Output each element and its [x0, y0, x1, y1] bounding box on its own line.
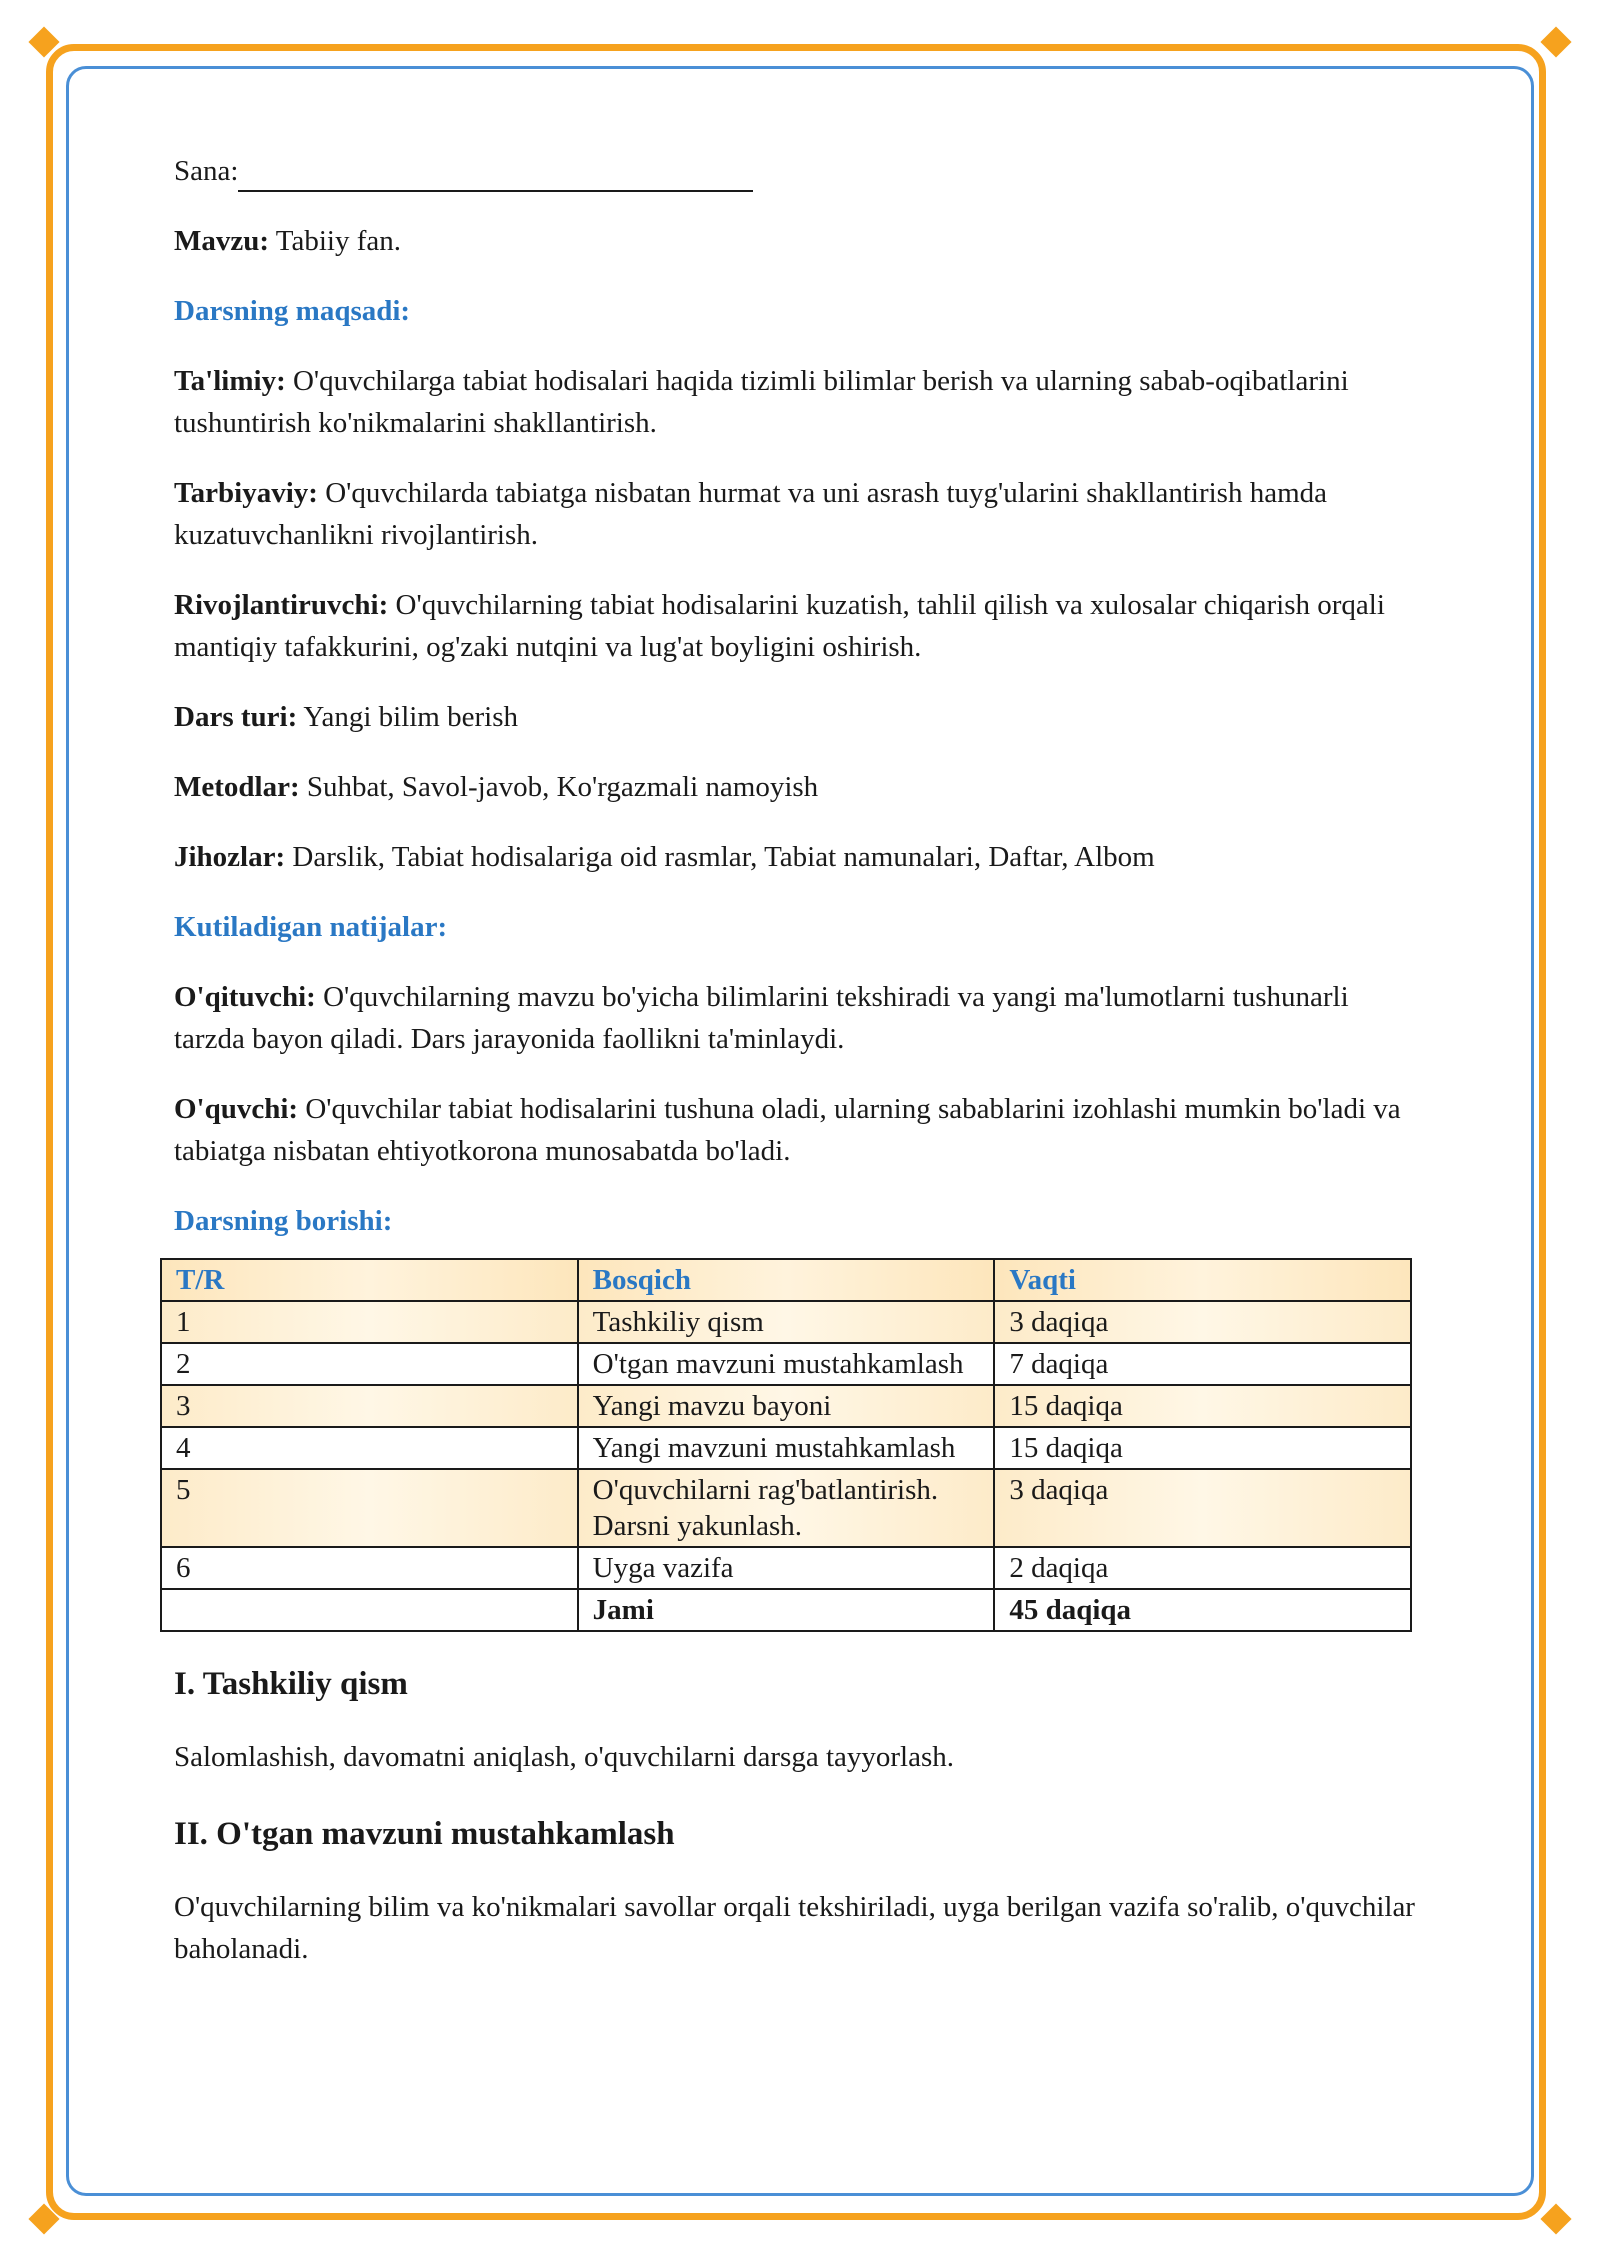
methods-label: Metodlar:: [174, 771, 300, 803]
total-time: 45 daqiqa: [994, 1589, 1411, 1631]
row-number: 4: [161, 1427, 578, 1469]
table-row: [161, 1385, 1411, 1427]
section-review-text: O'quvchilarning bilim va ko'nikmalari savollar orqali tekshiriladi, uyga berilgan vazifa so'ralib, o'quvchilar baholanadi.: [174, 1891, 1415, 1965]
goal-developmental-label: Rivojlantiruvchi:: [174, 589, 389, 621]
column-header-stage: Bosqich: [578, 1259, 995, 1301]
row-stage: Tashkiliy qism: [578, 1301, 995, 1343]
row-stage: O'tgan mavzuni mustahkamlash: [578, 1343, 995, 1385]
corner-diamond-bottom-right: [1540, 2203, 1571, 2234]
lesson-type-text: Yangi bilim berish: [303, 701, 518, 733]
lesson-stages-table: [160, 1258, 1412, 1632]
section-organization-heading: I. Tashkiliy qism: [174, 1666, 408, 1702]
outcome-student: [174, 1088, 1424, 1172]
row-time: 3 daqiqa: [994, 1469, 1411, 1547]
total-label: Jami: [578, 1589, 995, 1631]
row-time: 15 daqiqa: [994, 1385, 1411, 1427]
table-row: [161, 1469, 1411, 1547]
goal-developmental-text: O'quvchilarning tabiat hodisalarini kuzatish, tahlil qilish va xulosalar chiqarish orqali mantiqiy tafakkurini, og'zaki nutqini va lug'at boyligini oshirish.: [174, 589, 1385, 663]
topic-text: Tabiiy fan.: [275, 225, 401, 257]
methods-line: [174, 766, 1424, 808]
row-number: 2: [161, 1343, 578, 1385]
goal-educational-text: O'quvchilarga tabiat hodisalari haqida tizimli bilimlar berish va ularning sabab-oqibatlarini tushuntirish ko'nikmalarini shakllantirish.: [174, 365, 1349, 439]
goal-upbringing: [174, 472, 1424, 556]
corner-diamond-top-right: [1540, 26, 1571, 57]
section-organization-text: Salomlashish, davomatni aniqlash, o'quvchilarni darsga tayyorlash.: [174, 1741, 955, 1773]
equipment-line: [174, 836, 1424, 878]
column-header-time: Vaqti: [994, 1259, 1411, 1301]
row-number: 6: [161, 1547, 578, 1589]
date-line: [174, 150, 1424, 192]
row-number: 5: [161, 1469, 578, 1547]
row-stage: Uyga vazifa: [578, 1547, 995, 1589]
topic-line: [174, 220, 1424, 262]
total-number: [161, 1589, 578, 1631]
procedure-heading: Darsning borishi:: [174, 1205, 393, 1237]
outcome-teacher-label: O'qituvchi:: [174, 981, 316, 1013]
topic-label: Mavzu:: [174, 225, 270, 257]
row-time: 15 daqiqa: [994, 1427, 1411, 1469]
row-time: 7 daqiqa: [994, 1343, 1411, 1385]
row-number: 3: [161, 1385, 578, 1427]
date-label: Sana:: [174, 155, 239, 187]
outcome-student-text: O'quvchilar tabiat hodisalarini tushuna oladi, ularning sabablarini izohlashi mumkin bo'ladi va tabiatga nisbatan ehtiyotkorona munosabatda bo'ladi.: [174, 1093, 1401, 1167]
row-stage: Yangi mavzuni mustahkamlash: [578, 1427, 995, 1469]
table-header-row: [161, 1259, 1411, 1301]
goals-heading: Darsning maqsadi:: [174, 295, 411, 327]
lesson-type-line: [174, 696, 1424, 738]
goal-upbringing-label: Tarbiyaviy:: [174, 477, 318, 509]
table-row: [161, 1427, 1411, 1469]
methods-text: Suhbat, Savol-javob, Ko'rgazmali namoyish: [306, 771, 819, 803]
row-stage: O'quvchilarni rag'batlantirish. Darsni yakunlash.: [578, 1469, 995, 1547]
goal-upbringing-text: O'quvchilarda tabiatga nisbatan hurmat va uni asrash tuyg'ularini shakllantirish hamda kuzatuvchanlikni rivojlantirish.: [174, 477, 1328, 551]
table-row: [161, 1343, 1411, 1385]
goal-educational-label: Ta'limiy:: [174, 365, 286, 397]
column-header-number: T/R: [161, 1259, 578, 1301]
table-row: [161, 1301, 1411, 1343]
date-blank-line: [238, 158, 753, 192]
outcome-student-label: O'quvchi:: [174, 1093, 299, 1125]
row-time: 3 daqiqa: [994, 1301, 1411, 1343]
lesson-plan: [174, 150, 1424, 1998]
row-time: 2 daqiqa: [994, 1547, 1411, 1589]
goal-educational: [174, 360, 1424, 444]
equipment-label: Jihozlar:: [174, 841, 286, 873]
section-review-heading: II. O'tgan mavzuni mustahkamlash: [174, 1816, 675, 1852]
lesson-type-label: Dars turi:: [174, 701, 298, 733]
row-number: 1: [161, 1301, 578, 1343]
outcomes-heading: Kutiladigan natijalar:: [174, 911, 448, 943]
goal-developmental: [174, 584, 1424, 668]
row-stage: Yangi mavzu bayoni: [578, 1385, 995, 1427]
outcome-teacher: [174, 976, 1424, 1060]
equipment-text: Darslik, Tabiat hodisalariga oid rasmlar, Tabiat namunalari, Daftar, Albom: [292, 841, 1155, 873]
outcome-teacher-text: O'quvchilarning mavzu bo'yicha bilimlarini tekshiradi va yangi ma'lumotlarni tushunarli tarzda bayon qiladi. Dars jarayonida faollikni ta'minlaydi.: [174, 981, 1349, 1055]
table-total-row: [161, 1589, 1411, 1631]
table-row: [161, 1547, 1411, 1589]
